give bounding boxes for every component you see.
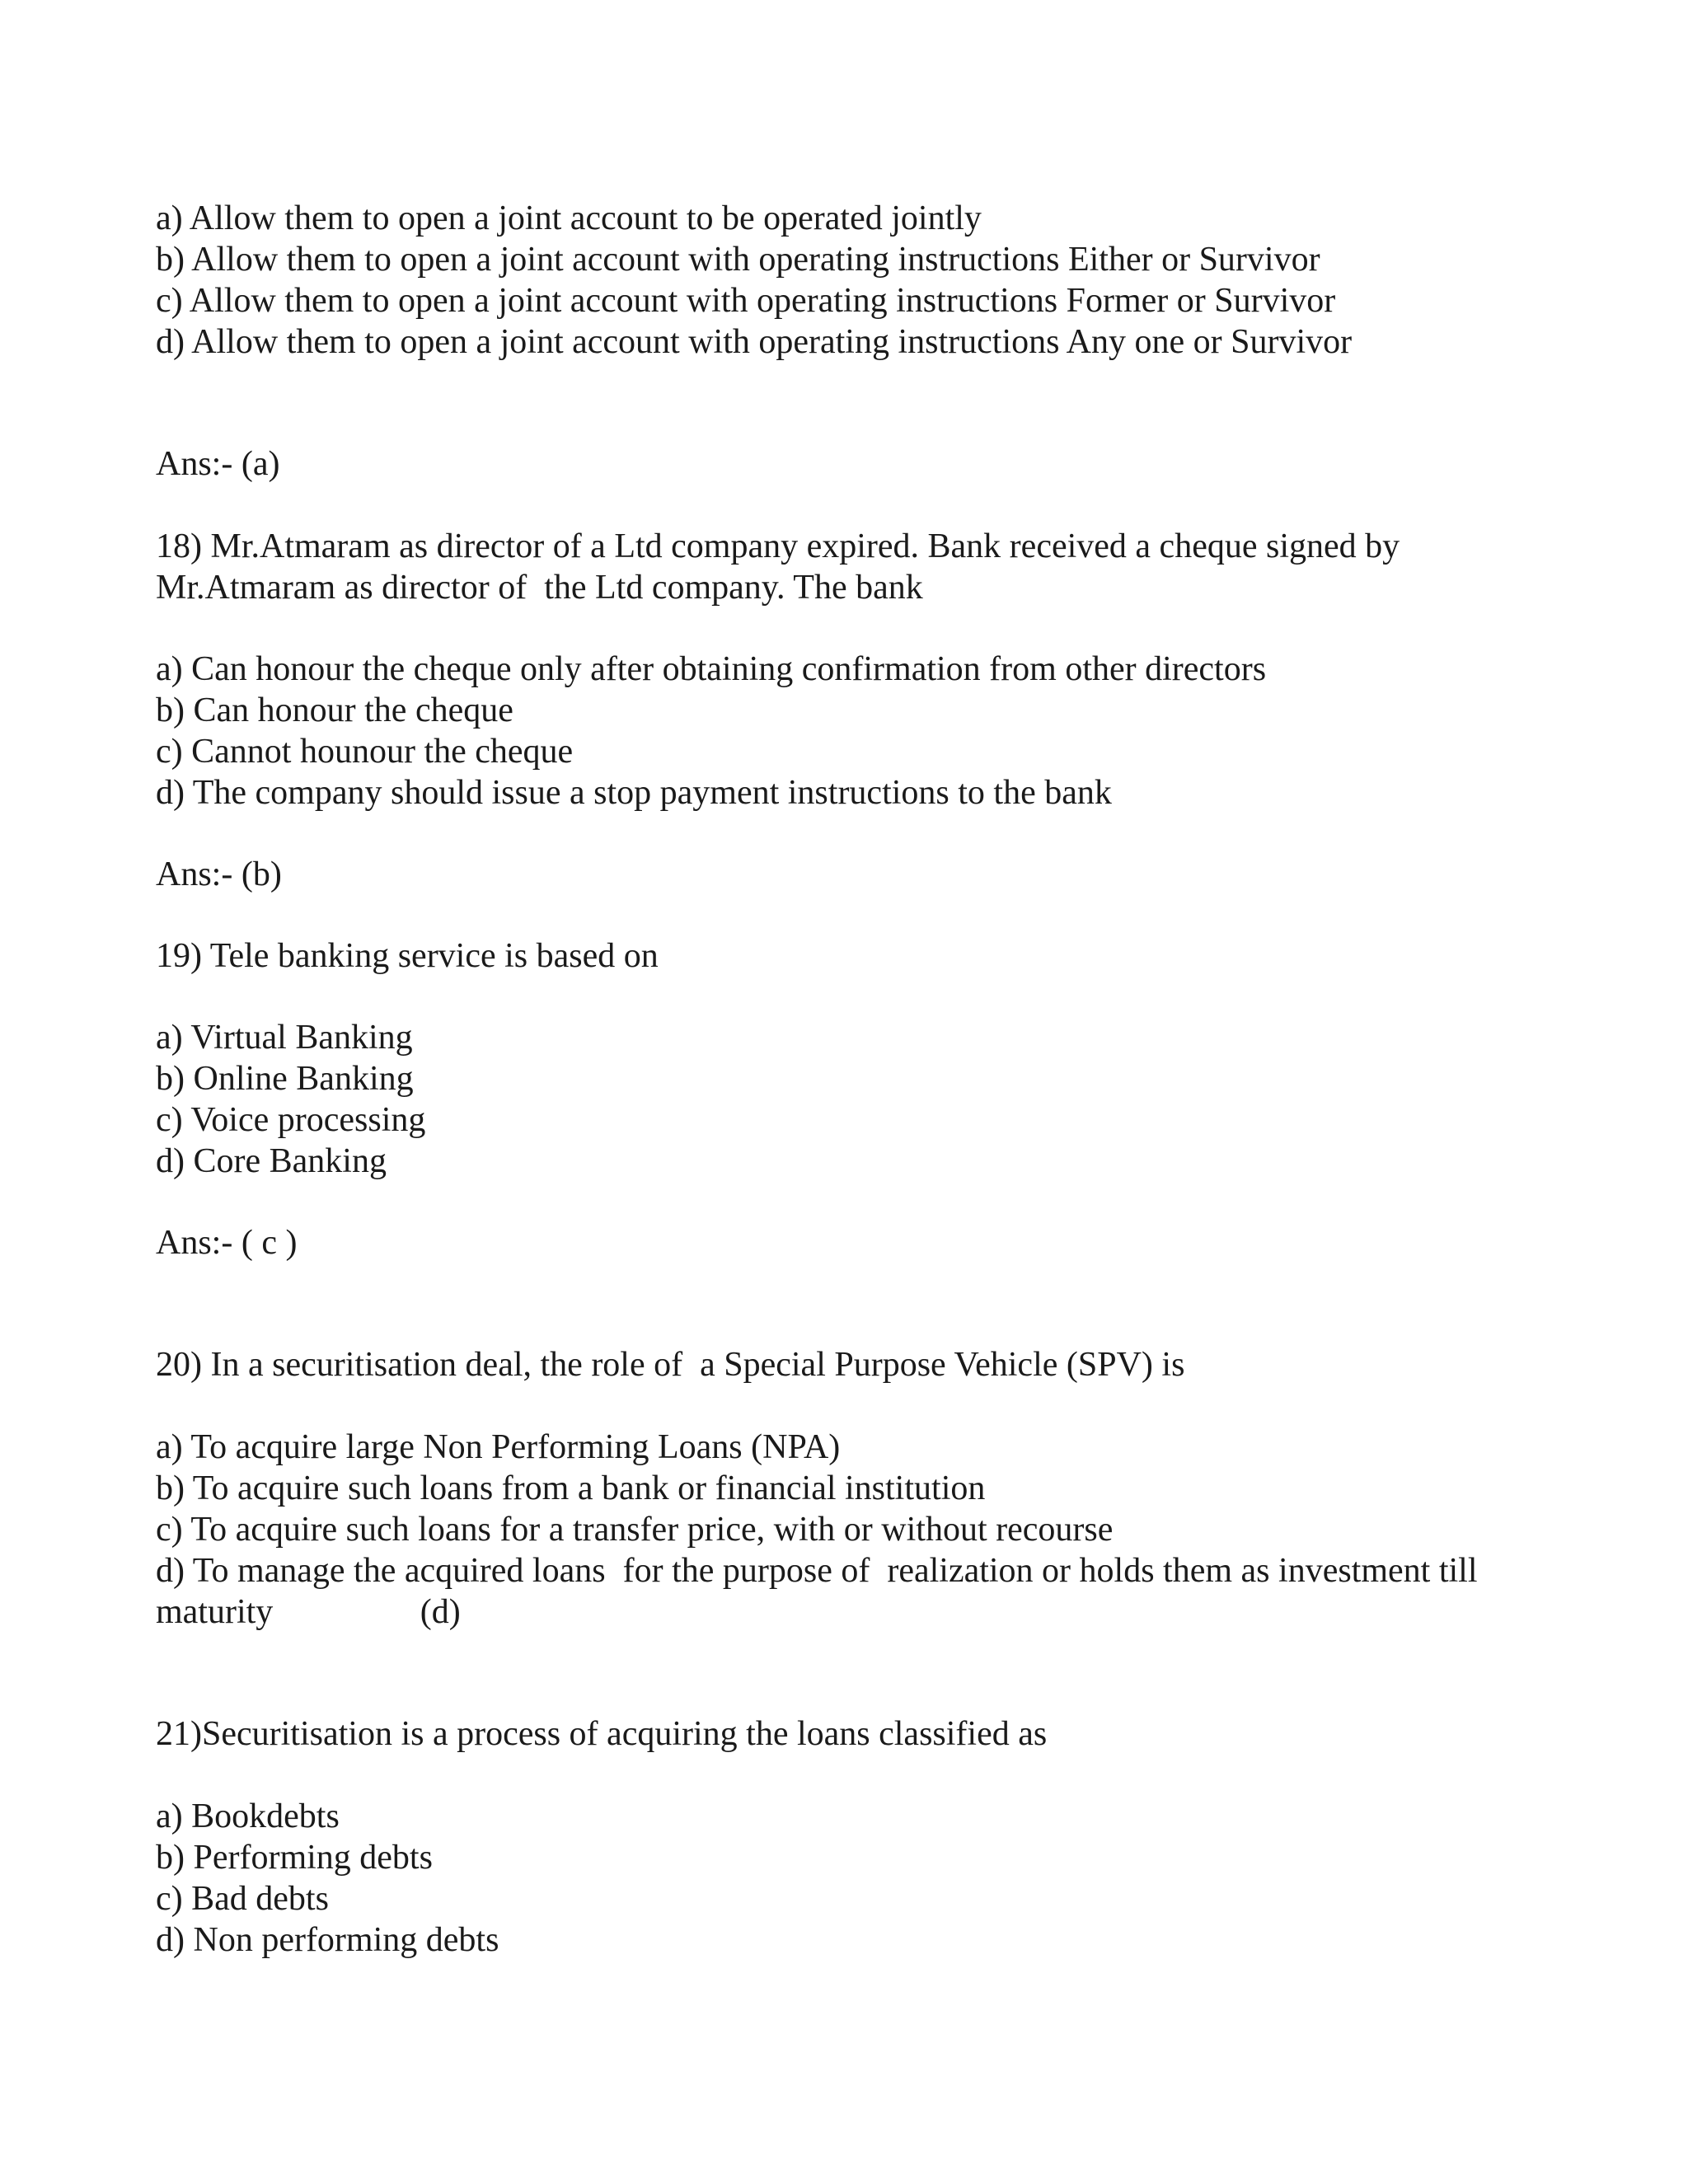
q19-option-b: b) Online Banking [156, 1060, 414, 1098]
q20-option-d-continuation: maturity (d) [156, 1593, 461, 1631]
q19-answer: Ans:- ( c ) [156, 1224, 298, 1262]
q17-option-c: c) Allow them to open a joint account with operating instructions Former or Survivor [156, 282, 1336, 320]
q18-question-line-1: 18) Mr.Atmaram as director of a Ltd company expired. Bank received a cheque signed by [156, 527, 1400, 565]
q17-answer: Ans:- (a) [156, 445, 280, 483]
q21-question: 21)Securitisation is a process of acquiring the loans classified as [156, 1715, 1048, 1753]
q19-option-d: d) Core Banking [156, 1142, 387, 1180]
q18-option-d: d) The company should issue a stop payment instructions to the bank [156, 774, 1112, 812]
q19-option-c: c) Voice processing [156, 1101, 426, 1139]
q21-option-c: c) Bad debts [156, 1880, 329, 1918]
q18-question-line-2: Mr.Atmaram as director of the Ltd company. The bank [156, 569, 923, 607]
q20-option-b: b) To acquire such loans from a bank or financial institution [156, 1469, 986, 1507]
q17-option-a: a) Allow them to open a joint account to be operated jointly [156, 199, 982, 237]
q21-option-a: a) Bookdebts [156, 1797, 340, 1835]
q19-option-a: a) Virtual Banking [156, 1019, 413, 1057]
q20-option-a: a) To acquire large Non Performing Loans (NPA) [156, 1428, 841, 1466]
q19-question: 19) Tele banking service is based on [156, 937, 659, 975]
q20-question: 20) In a securitisation deal, the role of a Special Purpose Vehicle (SPV) is [156, 1346, 1185, 1384]
q20-option-d: d) To manage the acquired loans for the purpose of realization or holds them as investment till [156, 1552, 1478, 1590]
q21-option-b: b) Performing debts [156, 1839, 433, 1877]
q17-option-b: b) Allow them to open a joint account with operating instructions Either or Survivor [156, 241, 1320, 279]
q20-option-c: c) To acquire such loans for a transfer price, with or without recourse [156, 1511, 1114, 1549]
q18-option-a: a) Can honour the cheque only after obtaining confirmation from other directors [156, 650, 1267, 688]
q21-option-d: d) Non performing debts [156, 1921, 499, 1959]
q17-option-d: d) Allow them to open a joint account with operating instructions Any one or Survivor [156, 323, 1353, 361]
q18-option-c: c) Cannot hounour the cheque [156, 733, 574, 771]
q18-answer: Ans:- (b) [156, 855, 282, 893]
q18-option-b: b) Can honour the cheque [156, 691, 513, 729]
